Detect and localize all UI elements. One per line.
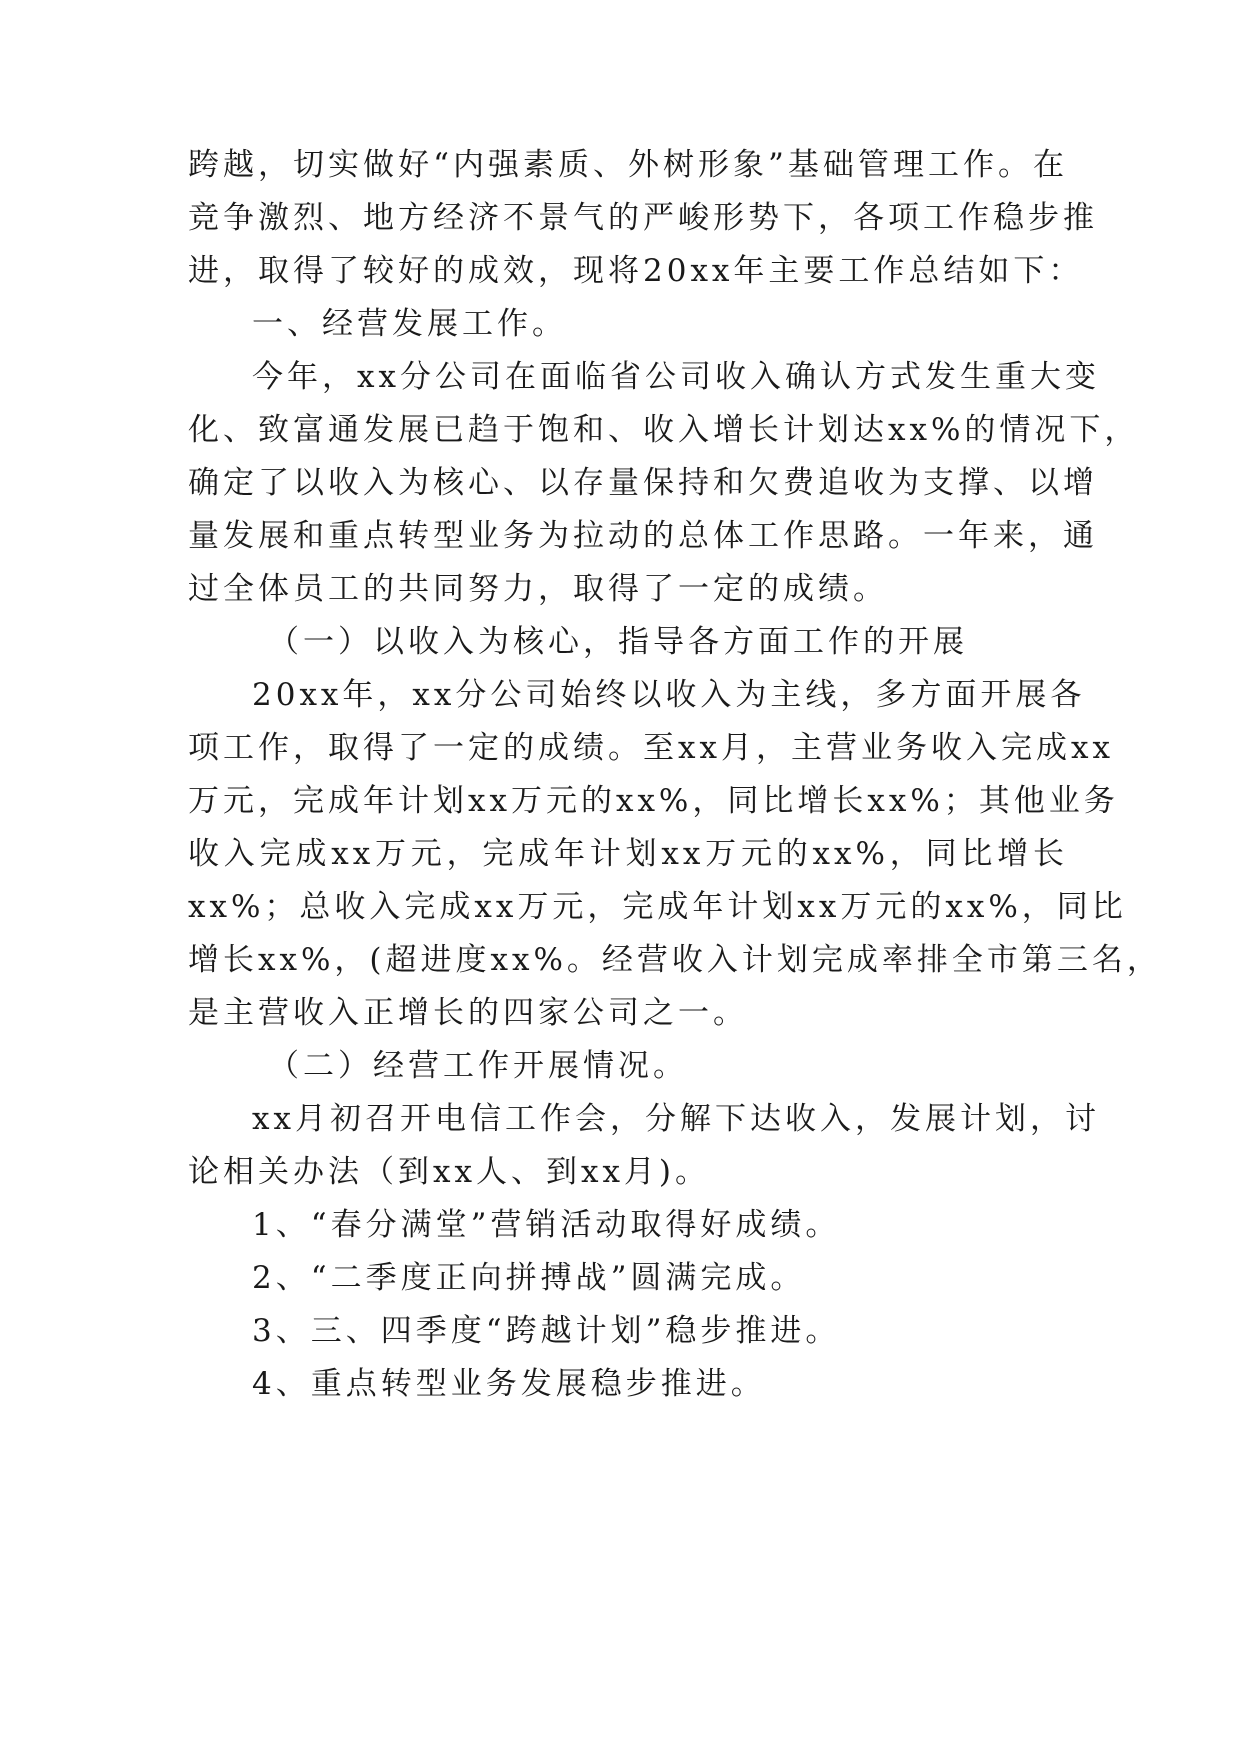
- list-item: 2、“二季度正向拼搏战”圆满完成。: [252, 1260, 806, 1296]
- paragraph-start-line: 今年，xx分公司在面临省公司收入确认方式发生重大变: [252, 359, 1100, 395]
- paragraph-start-line: 20xx年，xx分公司始终以收入为主线，多方面开展各: [252, 677, 1086, 713]
- body-line: 化、致富通发展已趋于饱和、收入增长计划达xx%的情况下，: [188, 412, 1140, 448]
- list-item: 3、三、四季度“跨越计划”稳步推进。: [252, 1313, 841, 1349]
- body-line: 增长xx%，(超进度xx%。经营收入计划完成率排全市第三名，: [188, 942, 1162, 978]
- paragraph-start-line: xx月初召开电信工作会，分解下达收入，发展计划，讨: [252, 1101, 1100, 1137]
- subsection-heading: （二）经营工作开展情况。: [268, 1048, 688, 1084]
- body-line: 收入完成xx万元，完成年计划xx万元的xx%，同比增长: [188, 836, 1068, 872]
- body-line: xx%；总收入完成xx万元，完成年计划xx万元的xx%，同比: [188, 889, 1127, 925]
- body-line: 万元，完成年计划xx万元的xx%，同比增长xx%；其他业务: [188, 783, 1119, 819]
- body-line: 确定了以收入为核心、以存量保持和欠费追收为支撑、以增: [188, 465, 1098, 501]
- body-line: 跨越，切实做好“内强素质、外树形象”基础管理工作。在: [188, 147, 1068, 183]
- body-line: 过全体员工的共同努力，取得了一定的成绩。: [188, 571, 888, 607]
- body-line: 论相关办法（到xx人、到xx月)。: [188, 1154, 711, 1190]
- list-item: 1、“春分满堂”营销活动取得好成绩。: [252, 1207, 841, 1243]
- body-line: 进，取得了较好的成效，现将20xx年主要工作总结如下：: [188, 253, 1084, 289]
- body-line: 是主营收入正增长的四家公司之一。: [188, 995, 748, 1031]
- subsection-heading: （一）以收入为核心，指导各方面工作的开展: [268, 624, 968, 660]
- body-line: 项工作，取得了一定的成绩。至xx月，主营业务收入完成xx: [188, 730, 1114, 766]
- body-line: 竞争激烈、地方经济不景气的严峻形势下，各项工作稳步推: [188, 200, 1098, 236]
- body-line: 量发展和重点转型业务为拉动的总体工作思路。一年来，通: [188, 518, 1098, 554]
- list-item: 4、重点转型业务发展稳步推进。: [252, 1366, 766, 1402]
- section-heading: 一、经营发展工作。: [252, 306, 567, 342]
